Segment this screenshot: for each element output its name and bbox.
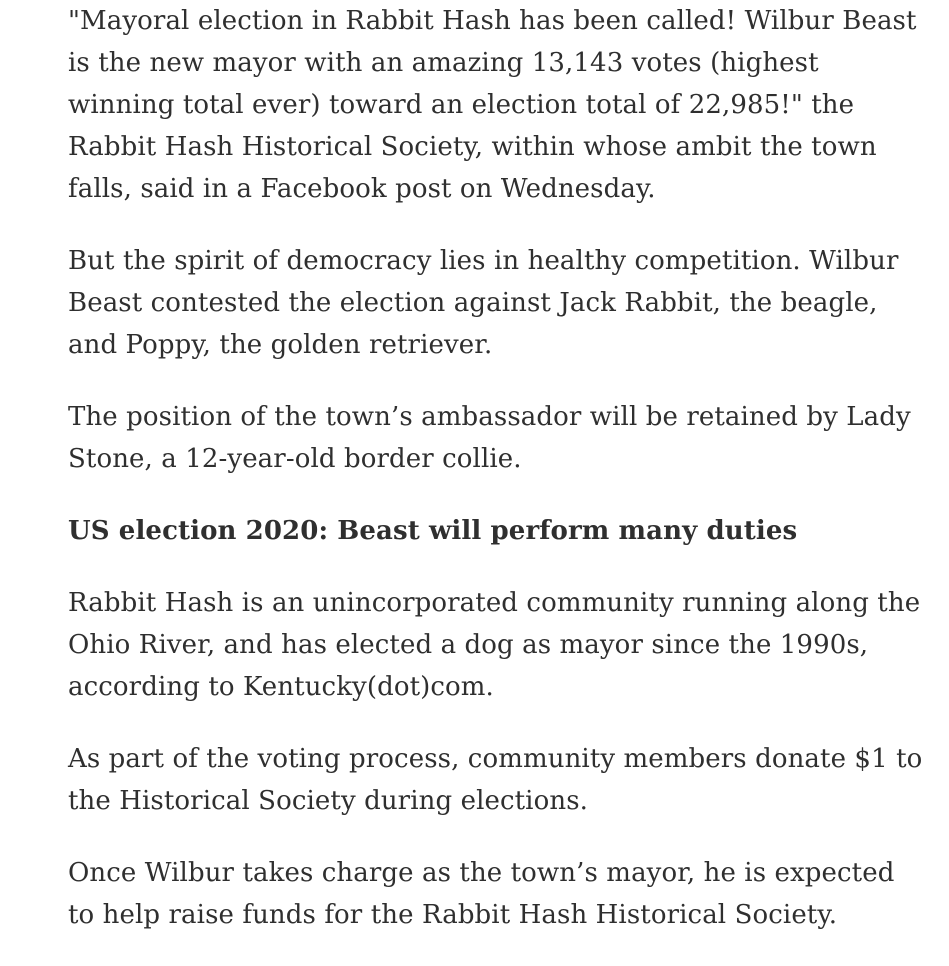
- article-body: [68, 0, 928, 966]
- paragraph-voting-process: As part of the voting process, community members donate $1 to the Historical Society during elections.: [68, 744, 923, 816]
- paragraph-fundraising: Once Wilbur takes charge as the town’s mayor, he is expected to help raise funds for the Rabbit Hash Historical Society.: [68, 858, 895, 930]
- paragraph-community: Rabbit Hash is an unincorporated community running along the Ohio River, and has elected a dog as mayor since the 1990s, according to Kentucky(dot)com.: [68, 588, 921, 702]
- paragraph-election-result: "Mayoral election in Rabbit Hash has been called! Wilbur Beast is the new mayor with an amazing 13,143 votes (highest winning total ever) toward an election total of 22,985!" the Rabbit Hash Historical Society, within whose ambit the town falls, said in a Facebook post on Wednesday.: [68, 6, 917, 204]
- paragraph-ambassador: The position of the town’s ambassador will be retained by Lady Stone, a 12-year-old border collie.: [68, 402, 911, 474]
- section-subheading: US election 2020: Beast will perform many duties: [68, 516, 798, 546]
- paragraph-competition: But the spirit of democracy lies in healthy competition. Wilbur Beast contested the election against Jack Rabbit, the beagle, and Poppy, the golden retriever.: [68, 246, 899, 360]
